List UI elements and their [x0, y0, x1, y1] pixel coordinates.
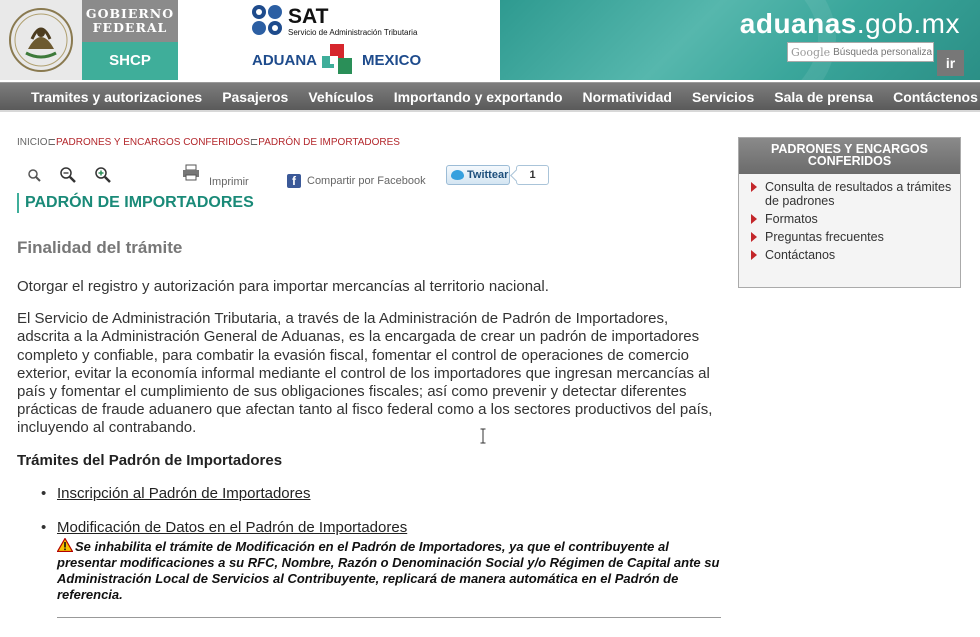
modificacion-link[interactable]: Modificación de Datos en el Padrón de Importadores [57, 518, 408, 536]
facebook-icon[interactable]: f [287, 174, 301, 188]
sat-subtitle: Servicio de Administración Tributaria [288, 28, 418, 37]
print-label[interactable]: Imprimir [209, 176, 249, 188]
sidebar-item-preguntas[interactable]: Preguntas frecuentes [751, 230, 956, 244]
twitter-button[interactable]: Twittear [446, 165, 510, 185]
sidebar-item-contactanos[interactable]: Contáctanos [751, 248, 956, 262]
sidebar [738, 137, 961, 288]
warning-text: Se inhabilita el trámite de Modificación en el Padrón de Importadores, ya que el contribuyente al presentar modificaciones a su RFC, Nombre, Razón o Denominación Social y/o Régimen de Capital ante su Administración Local de Servicios al Contribuyente, replicará de manera automática en el Padrón de referencia. [57, 538, 720, 602]
header-banner [500, 0, 980, 80]
zoom-out-icon[interactable] [59, 165, 77, 185]
main-nav [0, 82, 980, 112]
nav-item-servicios[interactable]: Servicios [691, 88, 755, 105]
page-tools [22, 163, 562, 193]
search-box[interactable] [787, 42, 934, 62]
section-heading: Finalidad del trámite [17, 238, 183, 257]
nav-item-pasajeros[interactable]: Pasajeros [222, 88, 289, 105]
gobierno-federal-label: GOBIERNO FEDERAL [82, 0, 178, 42]
site-title [740, 8, 960, 40]
warning-icon [57, 538, 73, 552]
nav-item-vehiculos[interactable]: Vehículos [308, 88, 374, 105]
sidebar-item-consulta[interactable]: Consulta de resultados a trámites de padrones [751, 180, 956, 208]
nav-item-sala-prensa[interactable]: Sala de prensa [774, 88, 874, 105]
aduana-label: ADUANA [252, 52, 317, 69]
sat-title: SAT [288, 5, 329, 28]
breadcrumb-home[interactable]: INICIO [17, 137, 48, 148]
main-content [17, 238, 722, 603]
site-title-suffix: .gob.mx [856, 8, 960, 39]
google-brand: Google [791, 45, 831, 59]
text-reset-icon[interactable] [26, 165, 44, 185]
inscripcion-link[interactable]: Inscripción al Padrón de Importadores [57, 484, 311, 502]
shcp-label: SHCP [82, 42, 178, 80]
list-item [17, 519, 722, 536]
breadcrumb-current: PADRÓN DE IMPORTADORES [258, 137, 400, 148]
aduana-mexico-logo[interactable] [252, 44, 432, 78]
coat-of-arms-icon [0, 0, 82, 80]
twitter-count: 1 [516, 165, 549, 185]
paragraph-purpose: Otorgar el registro y autorización para importar mercancías al territorio nacional. [17, 278, 549, 295]
breadcrumb-separator-icon: ⊏ [249, 137, 259, 148]
site-title-main: aduanas [739, 8, 857, 39]
search-input[interactable] [833, 47, 933, 58]
site-header [0, 0, 980, 82]
sidebar-title: PADRONES Y ENCARGOS CONFERIDOS [739, 138, 960, 174]
nav-item-contactenos[interactable]: Contáctenos [893, 88, 978, 105]
aduana-mark-icon [322, 44, 356, 76]
warning-note [17, 538, 722, 603]
nav-item-normatividad[interactable]: Normatividad [582, 88, 672, 105]
facebook-share-link[interactable]: Compartir por Facebook [307, 175, 426, 187]
sat-logo[interactable] [250, 3, 440, 43]
page-title: PADRÓN DE IMPORTADORES [17, 193, 254, 213]
print-icon[interactable] [182, 163, 200, 183]
breadcrumb [17, 137, 400, 148]
gobierno-federal-logo[interactable] [0, 0, 178, 80]
divider [57, 617, 721, 618]
mexico-label: MEXICO [362, 52, 422, 69]
tramites-heading: Trámites del Padrón de Importadores [17, 451, 283, 469]
sat-dots-icon [250, 3, 284, 37]
zoom-in-icon[interactable] [94, 165, 112, 185]
nav-item-importando[interactable]: Importando y exportando [393, 88, 563, 105]
sidebar-item-formatos[interactable]: Formatos [751, 212, 956, 226]
nav-item-tramites[interactable]: Tramites y autorizaciones [31, 88, 203, 105]
text-cursor-icon [480, 428, 486, 444]
breadcrumb-padrones[interactable]: PADRONES Y ENCARGOS CONFERIDOS [55, 137, 250, 148]
search-button[interactable]: ir [937, 50, 964, 76]
paragraph-description: El Servicio de Administración Tributaria, a través de la Administración de Padrón de Importadores, adscrita a la Administración General de Aduanas, es la encargada de crear un padrón de importadores completo y confiable, para combatir la evasión fiscal, fomentar el control de operaciones de comercio exterior, evitar la economía informal mediante el control de los importadores que ingresan mercancías al país y fomentar el cumplimiento de sus obligaciones fiscales; así como prevenir y detectar diferentes prácticas de fraude aduanero que afectan tanto al fisco federal como a los sectores productivos del país, incluyendo al contrabando. [17, 310, 713, 437]
list-item [17, 485, 722, 502]
breadcrumb-separator-icon: ⊏ [47, 137, 56, 148]
